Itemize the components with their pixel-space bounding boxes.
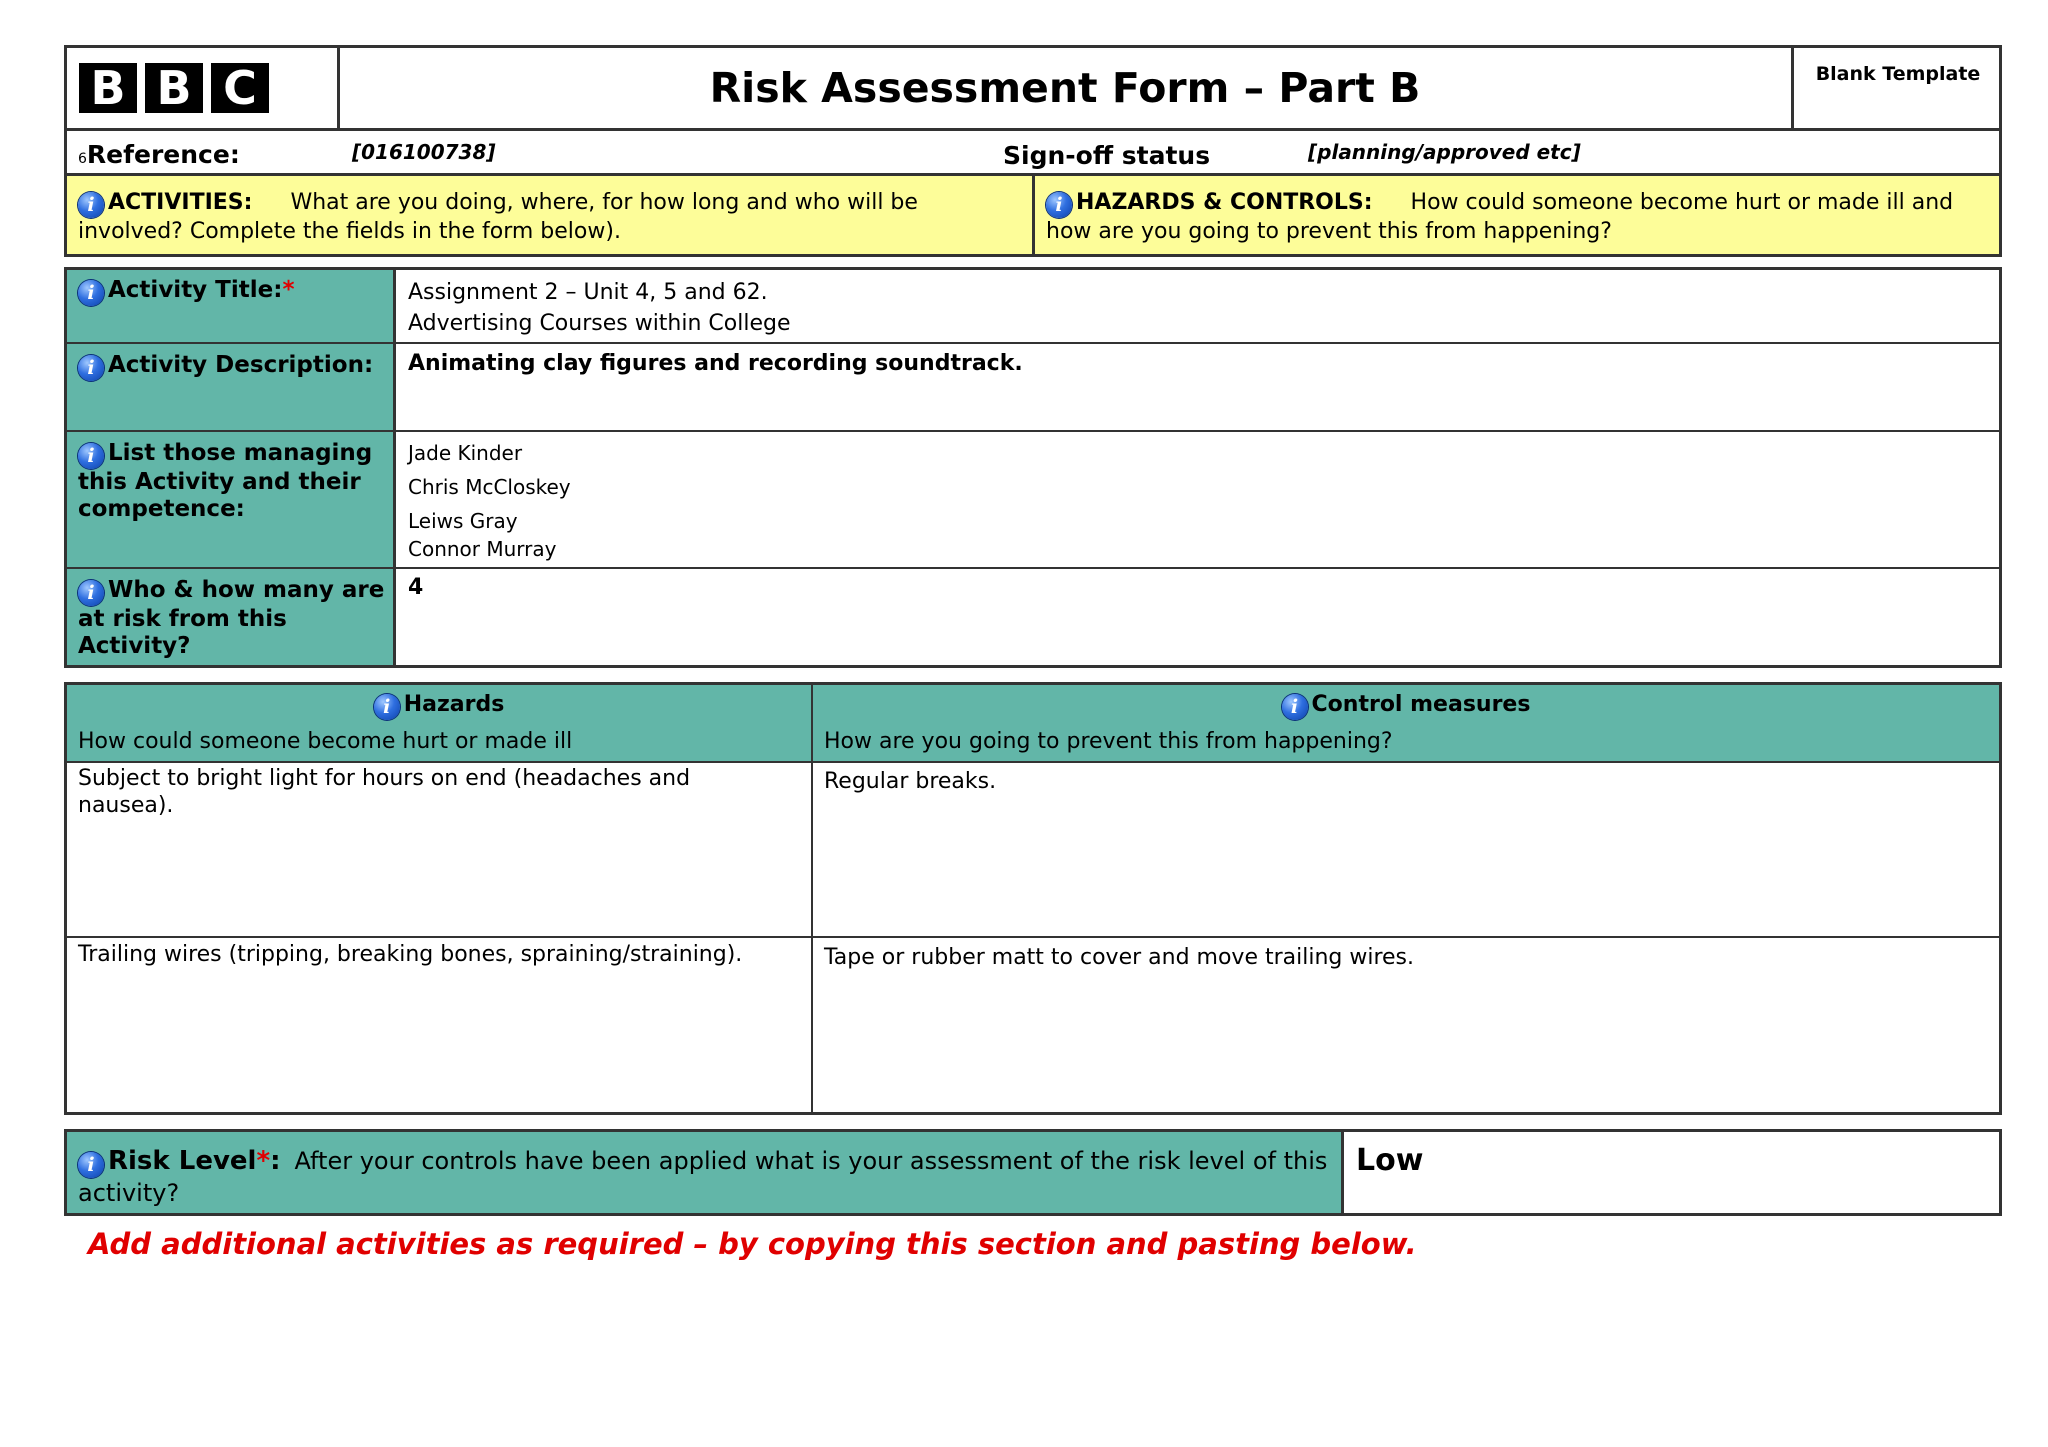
activity-row-line-1 bbox=[67, 342, 1999, 344]
manager-name: Chris McCloskey bbox=[408, 475, 571, 499]
info-icon[interactable]: i bbox=[1282, 694, 1308, 720]
signoff-label: Sign-off status bbox=[1003, 141, 1211, 170]
at-risk-field[interactable]: 4 bbox=[408, 575, 424, 600]
hazards-column-divider bbox=[811, 685, 813, 1112]
logo-letter-b1: B bbox=[79, 63, 137, 113]
info-icon[interactable]: i bbox=[78, 1152, 104, 1178]
required-star: * bbox=[256, 1146, 271, 1176]
manager-name: Leiws Gray bbox=[408, 509, 518, 533]
activity-title-label-cell bbox=[78, 277, 386, 306]
signoff-value[interactable]: [planning/approved etc] bbox=[1308, 140, 1581, 164]
risk-level-question bbox=[78, 1146, 1328, 1208]
controls-heading-cell bbox=[813, 690, 1999, 720]
activity-description-label-cell bbox=[78, 352, 386, 381]
managers-field[interactable] bbox=[408, 440, 1988, 564]
reference-value[interactable]: [016100738] bbox=[352, 140, 496, 164]
risk-level-colon: : bbox=[270, 1146, 281, 1176]
info-icon[interactable]: i bbox=[374, 694, 400, 720]
hazards-intro bbox=[1046, 189, 1991, 246]
control-cell[interactable]: Tape or rubber matt to cover and move trailing wires. bbox=[824, 945, 1415, 970]
risk-level-question-text: After your controls have been applied what is your assessment of the risk level of this activity? bbox=[78, 1147, 1328, 1207]
activity-row-line-2 bbox=[67, 430, 1999, 432]
activity-title-field[interactable] bbox=[408, 277, 1988, 339]
info-icon[interactable]: i bbox=[78, 580, 104, 606]
intro-divider bbox=[1032, 173, 1035, 257]
manager-name: Jade Kinder bbox=[408, 441, 523, 465]
at-risk-label: Who & how many are at risk from this Activity? bbox=[78, 577, 385, 659]
activity-row-line-3 bbox=[67, 567, 1999, 569]
risk-level-value[interactable]: Low bbox=[1356, 1143, 1424, 1178]
reference-label-group bbox=[78, 138, 240, 172]
hazards-subheading: How could someone become hurt or made ill bbox=[78, 729, 573, 754]
managers-label: List those managing this Activity and their competence: bbox=[78, 440, 373, 522]
hazards-heading-cell bbox=[67, 690, 811, 720]
info-icon[interactable]: i bbox=[78, 443, 104, 469]
page-title: Risk Assessment Form – Part B bbox=[709, 64, 1421, 112]
hazards-row-line bbox=[67, 936, 1999, 938]
info-icon[interactable]: i bbox=[78, 192, 104, 218]
activity-description-field[interactable]: Animating clay figures and recording soundtrack. bbox=[408, 351, 1023, 376]
activities-intro-label: ACTIVITIES: bbox=[108, 190, 253, 215]
hazards-header-line bbox=[67, 761, 1999, 763]
activity-column-divider bbox=[393, 270, 396, 665]
footer-note: Add additional activities as required – by copying this section and pasting below. bbox=[88, 1227, 1417, 1261]
info-icon[interactable]: i bbox=[1046, 192, 1072, 218]
info-icon[interactable]: i bbox=[78, 280, 104, 306]
logo-letter-b2: B bbox=[145, 63, 203, 113]
activity-title-line: Advertising Courses within College bbox=[408, 311, 791, 336]
activity-description-label: Activity Description: bbox=[108, 352, 374, 378]
controls-heading: Control measures bbox=[1311, 692, 1531, 717]
manager-name: Connor Murray bbox=[408, 537, 557, 561]
activity-title-line: Assignment 2 – Unit 4, 5 and 62. bbox=[408, 280, 768, 305]
title-divider bbox=[1791, 45, 1794, 131]
controls-subheading: How are you going to prevent this from happening? bbox=[824, 729, 1393, 754]
reference-prefix: 6 bbox=[78, 151, 87, 167]
hazards-heading: Hazards bbox=[403, 692, 505, 717]
reference-label: Reference: bbox=[86, 140, 240, 169]
hazards-intro-label: HAZARDS & CONTROLS: bbox=[1076, 190, 1373, 215]
managers-label-cell bbox=[78, 440, 386, 523]
activities-intro-text: What are you doing, where, for how long and who will be involved? Complete the fields in the form below). bbox=[78, 190, 918, 244]
bbc-logo bbox=[79, 63, 309, 115]
activity-title-label: Activity Title: bbox=[108, 277, 283, 303]
template-label: Blank Template bbox=[1815, 63, 1981, 85]
at-risk-label-cell bbox=[78, 577, 386, 660]
required-star: * bbox=[282, 277, 295, 303]
hazard-cell[interactable]: Subject to bright light for hours on end (headaches and nausea). bbox=[78, 766, 691, 818]
risk-level-label: Risk Level bbox=[108, 1146, 257, 1176]
hazard-cell[interactable]: Trailing wires (tripping, breaking bones, spraining/straining). bbox=[78, 942, 743, 967]
control-cell[interactable]: Regular breaks. bbox=[824, 769, 997, 794]
info-icon[interactable]: i bbox=[78, 355, 104, 381]
risk-column-divider bbox=[1341, 1132, 1344, 1213]
logo-letter-c: C bbox=[211, 63, 269, 113]
hazards-intro-text: How could someone become hurt or made ill and how are you going to prevent this from happening? bbox=[1046, 190, 1954, 244]
activities-intro bbox=[78, 189, 1023, 246]
